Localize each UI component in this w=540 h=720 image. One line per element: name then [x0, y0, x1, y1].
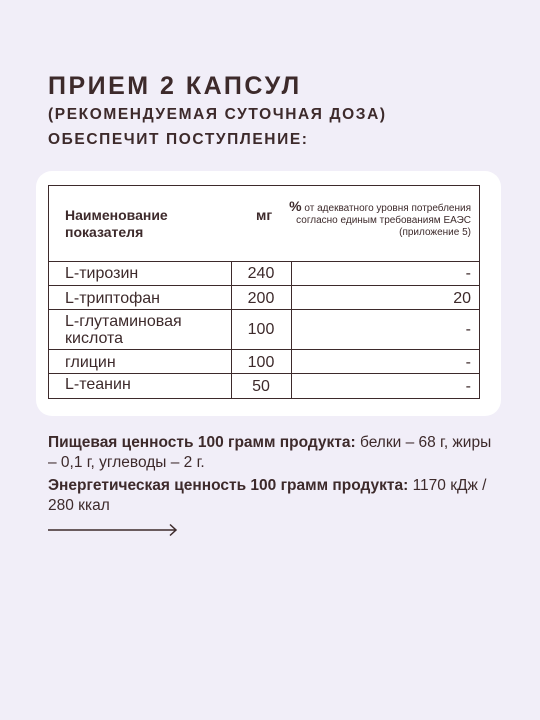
header-percent — [281, 200, 471, 239]
header-name: Наименование показателя — [65, 207, 168, 240]
arrow-right-icon — [48, 523, 180, 537]
row-name: L-теанин — [65, 376, 131, 393]
header-mg: мг — [256, 207, 273, 223]
table-row — [49, 261, 479, 286]
percent-description: от адекватного уровня потребления согласно единым требованиям ЕАЭС (приложение 5) — [296, 203, 471, 238]
table-row — [49, 350, 479, 374]
table-row — [49, 286, 479, 310]
nutrition-info — [48, 433, 498, 473]
dose-subtitle: (РЕКОМЕНДУЕМАЯ СУТОЧНАЯ ДОЗА) — [48, 106, 387, 123]
percent-symbol: % — [289, 198, 302, 214]
provides-subtitle: ОБЕСПЕЧИТ ПОСТУПЛЕНИЕ: — [48, 131, 309, 148]
row-name: L-глутаминовая кислота — [65, 313, 182, 347]
page-title: ПРИЕМ 2 КАПСУЛ — [48, 72, 302, 100]
table-header — [49, 186, 479, 262]
row-mg: 100 — [247, 354, 275, 371]
row-name: L-тирозин — [65, 265, 139, 282]
table-row — [49, 374, 479, 398]
table-row — [49, 310, 479, 350]
nutrition-label: Пищевая ценность 100 грамм продукта: — [48, 434, 356, 451]
row-pct: 20 — [453, 290, 471, 307]
row-mg: 100 — [247, 321, 275, 338]
row-name: L-триптофан — [65, 290, 160, 307]
nutrition-value: белки – 68 г, жиры – 0,1 г, углеводы – 2 г. — [48, 434, 492, 471]
row-pct: - — [465, 354, 471, 371]
row-mg: 200 — [247, 290, 275, 307]
energy-value: 1170 кДж / 280 ккал — [48, 477, 487, 514]
row-pct: - — [465, 321, 471, 338]
row-pct: - — [465, 378, 471, 395]
energy-label: Энергетическая ценность 100 грамм продукта: — [48, 477, 409, 494]
energy-info — [48, 476, 498, 516]
row-pct: - — [465, 265, 471, 282]
row-mg: 50 — [252, 378, 270, 395]
composition-table — [48, 185, 480, 399]
row-mg: 240 — [247, 265, 275, 282]
row-name: глицин — [65, 354, 116, 371]
